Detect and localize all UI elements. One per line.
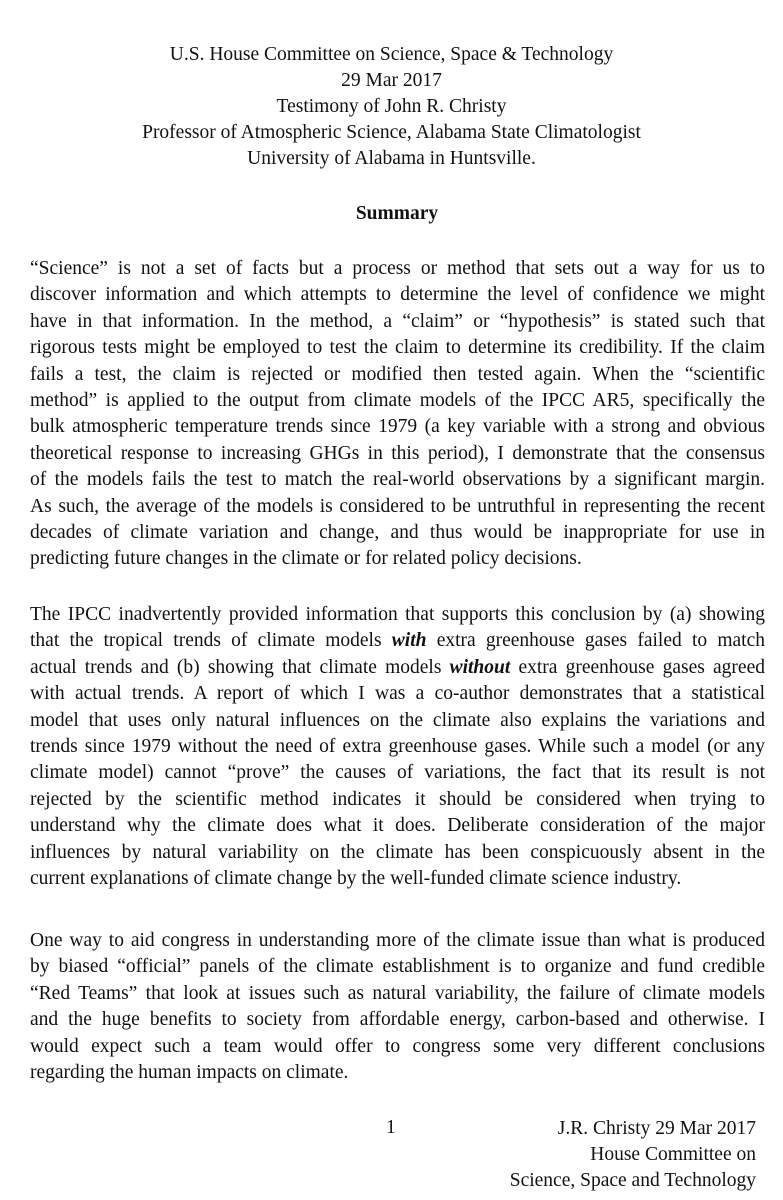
testimony-header [0, 42, 783, 172]
text-line: have in that information. In the method, a “claim” or “hypothesis” is stated such that [30, 310, 765, 332]
page-footer [510, 1116, 756, 1194]
page-number: 1 [386, 1117, 396, 1138]
footer-committee: House Committee on [590, 1144, 756, 1165]
testimony-author: Testimony of John R. Christy [276, 96, 507, 117]
text-line: current explanations of climate change by the well-funded climate science industry. [30, 868, 682, 890]
text-line: influences by natural variability on the climate has been conspicuously absent in the [30, 841, 765, 863]
text-line: with actual trends. A report of which I was a co-author demonstrates that a statistical [30, 683, 765, 705]
committee-name: U.S. House Committee on Science, Space & Technology [169, 44, 614, 65]
text-segment: extra greenhouse gases failed to match [426, 630, 765, 652]
text-line: regarding the human impacts on climate. [30, 1062, 349, 1084]
summary-paragraph-3 [30, 928, 765, 1086]
text-line: would expect such a team would offer to congress some very different conclusions [30, 1035, 765, 1057]
text-line: One way to aid congress in understanding more of the climate issue than what is produced [30, 930, 765, 951]
text-line: “Red Teams” that look at issues such as natural variability, the failure of climate models [30, 982, 765, 1004]
text-line: decades of climate variation and change, and thus would be inappropriate for use in [30, 522, 765, 544]
text-segment: extra greenhouse gases agreed [510, 656, 765, 678]
summary-heading: Summary [355, 203, 439, 224]
text-line: fails a test, the claim is rejected or modified then tested again. When the “scientific [30, 363, 765, 385]
emphasis-with: with [391, 630, 427, 652]
text-line: The IPCC inadvertently provided information that supports this conclusion by (a) showing [30, 604, 765, 625]
text-line: theoretical response to increasing GHGs in this period), I demonstrate that the consensus [30, 442, 765, 464]
footer-committee-name: Science, Space and Technology [509, 1170, 756, 1191]
text-line: by biased “official” panels of the climate establishment is to organize and fund credible [30, 956, 765, 978]
text-segment: that the tropical trends of climate models [30, 630, 392, 652]
text-line-with-emphasis [30, 655, 765, 681]
text-segment: actual trends and (b) showing that climate models [30, 656, 450, 678]
text-line: trends since 1979 without the need of extra greenhouse gases. While such a model (or any [30, 736, 765, 758]
author-title: Professor of Atmospheric Science, Alabama State Climatologist [142, 122, 641, 143]
text-line-with-emphasis [30, 628, 765, 654]
summary-paragraph-2 [30, 602, 765, 892]
text-line: model that uses only natural influences on the climate also explains the variations and [30, 709, 765, 731]
text-line: rejected by the scientific method indicates it should be considered when trying to [30, 788, 765, 810]
testimony-date: 29 Mar 2017 [341, 70, 442, 91]
text-line: As such, the average of the models is considered to be untruthful in representing the recent [30, 495, 765, 517]
text-line: method” is applied to the output from climate models of the IPCC AR5, specifically the [30, 390, 765, 412]
text-line: bulk atmospheric temperature trends since 1979 (a key variable with a strong and obvious [30, 416, 765, 438]
text-line: climate model) cannot “prove” the causes of variations, the fact that its result is not [30, 762, 765, 784]
text-line: rigorous tests might be employed to test the claim to determine its credibility. If the claim [30, 337, 765, 359]
text-line: discover information and which attempts to determine the level of confidence we might [30, 284, 765, 306]
text-line: and the huge benefits to society from affordable energy, carbon-based and otherwise. I [30, 1009, 765, 1031]
summary-paragraph-1 [30, 256, 765, 573]
text-line: predicting future changes in the climate or for related policy decisions. [30, 548, 582, 570]
text-line: “Science” is not a set of facts but a process or method that sets out a way for us to [30, 258, 765, 279]
footer-author-date: J.R. Christy 29 Mar 2017 [557, 1118, 756, 1139]
author-affiliation: University of Alabama in Huntsville. [247, 148, 536, 169]
text-line: understand why the climate does what it does. Deliberate consideration of the major [30, 815, 765, 837]
text-line: of the models fails the test to match the real-world observations by a significant margin. [30, 469, 765, 491]
emphasis-without: without [449, 656, 511, 678]
